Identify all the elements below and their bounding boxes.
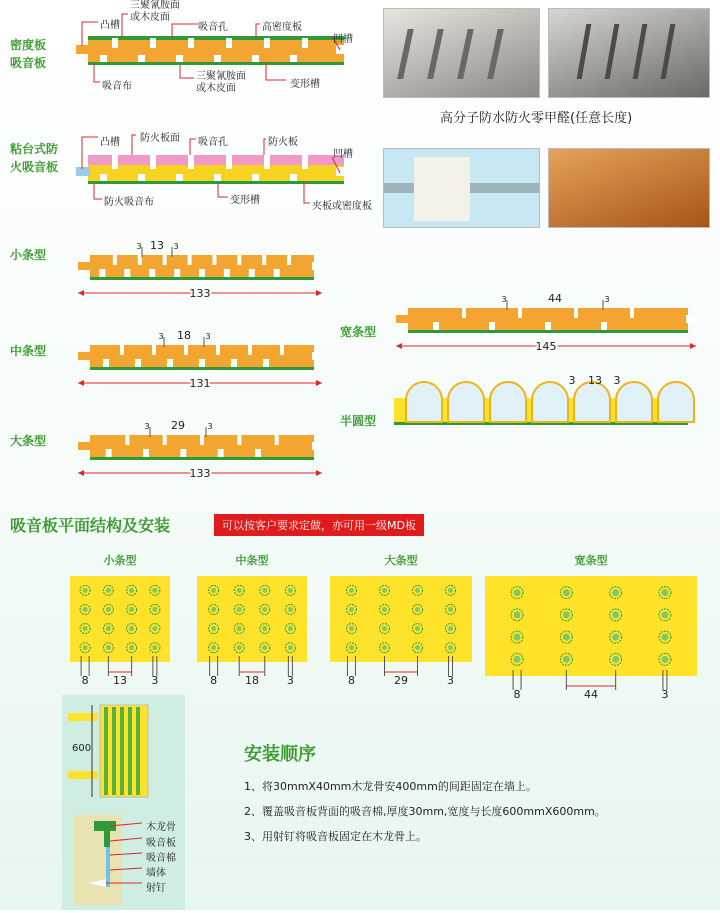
profile-medium-name: 中条型 [10,344,47,358]
profile-hole [545,322,551,330]
grid-dim-hole: 8 [81,674,89,687]
install-size-label: 600 [72,743,92,754]
fire-label-slot: 变形槽 [230,195,260,206]
profile-hole [174,269,180,277]
grid-hole [237,607,242,612]
profile-slot [188,255,192,265]
profile-slot [163,255,167,265]
profile-tongue [78,352,92,360]
grid-wide-title: 宽条型 [574,554,608,567]
grid-hole [129,588,134,593]
halfround-bump [490,382,526,422]
profile-groove [312,262,320,270]
grid-hole [106,607,111,612]
grid-hole [211,607,216,612]
grid-hole [106,626,111,631]
grid-panel-2 [197,576,307,687]
grid-dim-slot: 3 [661,688,669,701]
mdf-label-veneer-bottom: 三聚氰胺面 或木皮面 [196,71,246,94]
grid-hole [415,607,420,612]
grid-hole [349,626,354,631]
profile-cloth [90,277,314,280]
section2-title: 吸音板平面结构及安装 [10,516,171,535]
profile-slot [125,435,129,445]
fire-label-board: 防火板 [268,137,298,148]
grid-hole [514,656,521,663]
grid-hole [262,626,267,631]
profile-hole [135,359,141,367]
legend-panel: 吸音板 [146,838,176,849]
grid-hole [106,645,111,650]
profile-slot [287,255,291,265]
profile-hole [124,269,130,277]
grid-hole [237,645,242,650]
fire-title-line1: 粘台式防 [10,142,59,156]
profile-groove [686,315,694,323]
profile-dim-right: 3 [207,422,213,431]
grid-small-title: 小条型 [103,554,137,567]
profile-total-label: 133 [189,287,211,300]
halfround-bump [406,382,442,422]
grid-panel-4 [485,576,697,701]
halfround-dim-left: 3 [568,374,576,387]
halfround-dim-mid: 13 [588,374,602,387]
grid-hole [612,656,619,663]
install-step-3: 3、用射钉将吸音板固定在木龙骨上。 [244,830,427,843]
profile-slot [462,308,466,318]
install-title: 安装顺序 [244,744,316,765]
profile-dim-mid: 29 [171,419,185,432]
grid-large-title: 大条型 [384,554,418,567]
grid-dim-slot: 3 [151,674,159,687]
grid-dim-spacing: 44 [584,688,598,701]
fire-label-hole: 吸音孔 [198,137,228,148]
profile-dim-mid: 13 [150,239,164,252]
grid-hole [612,634,619,641]
mdf-label-slot: 变形槽 [290,79,320,90]
mdf-label-cloth: 吸音布 [102,81,132,92]
mdf-label-groove: 凹槽 [333,34,353,45]
legend-wood-keel: 木龙骨 [146,822,176,833]
profile-tongue [396,315,410,323]
profile-dim-right: 3 [173,242,179,251]
grid-hole [514,634,521,641]
profile-total-label: 131 [189,377,211,390]
grid-hole [288,626,293,631]
profile-slot [184,345,188,355]
profile-arrow-right [316,290,322,296]
profile-tongue [78,262,92,270]
grid-dim-slot: 3 [286,674,294,687]
grid-hole [83,645,88,650]
photo-panel-grey-dark [548,8,710,98]
profile-half-round-name: 半圆型 [340,414,377,428]
grid-hole [415,626,420,631]
grid-hole [563,611,570,618]
profile-hole [601,322,607,330]
grid-hole [83,588,88,593]
mdf-label-veneer-top: 三聚氰胺面 或木皮面 [130,0,180,23]
profile-slot [138,255,142,265]
profile-slot [275,435,279,445]
profile-small-name: 小条型 [10,248,47,262]
mdf-label-hdf: 高密度板 [262,22,302,33]
profile-hole [249,269,255,277]
grid-hole [349,588,354,593]
grid-hole [661,589,668,596]
profile-arrow-left [78,380,84,386]
grid-hole [83,626,88,631]
profile-arrow-right [316,470,322,476]
grid-hole [237,588,242,593]
photo-panel-grey-light [383,8,540,98]
mdf-title-line1: 密度板 [10,38,47,52]
profile-dim-mid: 44 [548,292,562,305]
grid-dim-hole: 8 [513,688,521,701]
grid-hole [514,611,521,618]
profile-slot [113,255,117,265]
profile-groove [312,352,320,360]
install-step-2: 2、覆盖吸音板背面的吸音棉,厚度30mm,宽度与长度600mmX600mm。 [244,805,606,818]
grid-hole [661,634,668,641]
halfround-groove [672,402,688,416]
grid-dim-spacing: 18 [245,674,259,687]
profile-slot [248,345,252,355]
install-illustration [62,695,185,910]
profile-slot [216,345,220,355]
profile-slot [120,345,124,355]
profile-hole [106,449,112,457]
grid-hole [211,588,216,593]
grid-hole [563,589,570,596]
profile-hole [149,269,155,277]
profile-dim-right: 3 [205,332,211,341]
grid-hole [349,607,354,612]
profile-arrow-left [78,290,84,296]
halfround-dim-right: 3 [613,374,621,387]
profile-1 [78,239,322,300]
fire-label-cloth: 防火吸音布 [104,197,154,208]
profile-slot [518,308,522,318]
profile-slot [262,255,266,265]
profile-slot [237,255,241,265]
profile-hole [103,359,109,367]
grid-hole [382,607,387,612]
profile-hole [167,359,173,367]
profile-hole [263,359,269,367]
profile-slot [574,308,578,318]
profile-total-label: 145 [535,340,557,353]
mdf-label-tongue: 凸槽 [100,20,120,31]
profile-large-name: 大条型 [10,434,47,448]
profile-hole [274,269,280,277]
custom-badge: 可以按客户要求定做，亦可用一级MD板 [214,514,424,536]
profile-sections [0,230,720,490]
profile-2 [78,329,322,390]
fire-label-tongue: 凸槽 [100,137,120,148]
grid-hole [262,645,267,650]
halfround-bump [532,382,568,422]
mdf-panel-title [10,36,46,72]
grid-hole [448,626,453,631]
grid-hole [514,589,521,596]
fire-title-line2: 火吸音板 [10,160,59,174]
photo-panel-wood [548,148,710,228]
grid-hole [349,645,354,650]
grid-hole [448,588,453,593]
profile-total-label: 133 [189,467,211,480]
profile-hole [199,269,205,277]
grid-hole [106,588,111,593]
fire-label-groove: 凹槽 [333,149,353,160]
grid-hole [382,588,387,593]
photos-caption: 高分子防水防火零甲醛(任意长度) [440,111,633,126]
grid-hole [415,645,420,650]
profile-hole [180,449,186,457]
profile-dim-mid: 18 [177,329,191,342]
grid-panel-3 [330,576,472,687]
grid-hole [129,645,134,650]
photo-panel-white [383,148,540,228]
profile-4 [396,292,696,353]
profile-slot [280,345,284,355]
grid-hole [448,607,453,612]
grid-hole [382,645,387,650]
grid-hole [152,607,157,612]
profile-slot [200,435,204,445]
profile-hole [224,269,230,277]
legend-cotton: 吸音棉 [146,853,176,864]
profile-cloth [90,367,314,370]
grid-hole [211,645,216,650]
grid-hole [262,588,267,593]
grid-dim-spacing: 13 [113,674,127,687]
legend-nail: 射钉 [146,883,166,894]
profile-arrow-left [396,343,402,349]
halfround-bump [616,382,652,422]
grid-hole [612,611,619,618]
profile-hole [489,322,495,330]
profile-hole [99,269,105,277]
grid-dim-hole: 8 [347,674,355,687]
profile-arrow-right [690,343,696,349]
halfround-bump [448,382,484,422]
grid-hole [288,645,293,650]
grid-dim-hole: 8 [210,674,218,687]
profile-hole [433,322,439,330]
grid-hole [83,607,88,612]
profile-slot [163,435,167,445]
profile-tongue [78,442,92,450]
install-step-1: 1、将30mmX40mm木龙骨安400mm的间距固定在墙上。 [244,780,537,793]
grid-panels [0,570,720,701]
grid-dim-slot: 3 [447,674,455,687]
grid-hole [262,607,267,612]
grid-hole [661,611,668,618]
grid-hole [563,656,570,663]
profile-wide-name: 宽条型 [340,325,377,339]
grid-hole [288,588,293,593]
profile-dim-left: 3 [501,295,507,304]
grid-hole [211,626,216,631]
profile-dim-left: 3 [144,422,150,431]
grid-hole [237,626,242,631]
profile-hole [218,449,224,457]
halfround-bump [574,382,610,422]
profile-cloth [408,330,688,333]
grid-hole [288,607,293,612]
grid-hole [415,588,420,593]
profile-arrow-right [316,380,322,386]
profile-hole [231,359,237,367]
grid-hole [152,645,157,650]
profile-arrow-left [78,470,84,476]
profile-dim-left: 3 [158,332,164,341]
profile-hole [199,359,205,367]
fire-panel-title [10,140,58,176]
profile-hole [255,449,261,457]
profile-groove [312,442,320,450]
grid-panel-1 [70,576,170,687]
profile-dim-right: 3 [604,295,610,304]
grid-medium-title: 中条型 [235,554,269,567]
profile-slot [152,345,156,355]
grid-hole [661,656,668,663]
profile-3 [78,419,322,480]
grid-hole [129,607,134,612]
mdf-title-line2: 吸音板 [10,56,47,70]
fire-label-core: 夹板或密度板 [312,201,372,212]
profile-cloth [90,457,314,460]
profile-hole [143,449,149,457]
profile-slot [237,435,241,445]
grid-hole [563,634,570,641]
profile-slot [630,308,634,318]
mdf-label-hole: 吸音孔 [198,22,228,33]
grid-dim-spacing: 29 [394,674,408,687]
profile-half-round [394,374,694,425]
legend-wall: 墙体 [146,868,166,879]
grid-hole [612,589,619,596]
grid-hole [382,626,387,631]
profile-dim-left: 3 [136,242,142,251]
grid-hole [152,588,157,593]
grid-hole [448,645,453,650]
grid-hole [152,626,157,631]
grid-hole [129,626,134,631]
profile-slot [212,255,216,265]
fire-label-face: 防火板面 [140,133,180,144]
